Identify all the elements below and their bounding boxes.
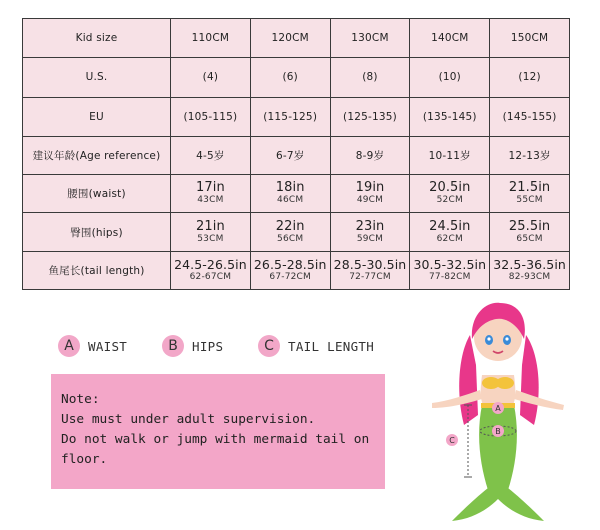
waist-cm: 55CM — [516, 195, 543, 206]
bikini-top — [496, 377, 514, 389]
age-cell: 10-11岁 — [410, 136, 490, 174]
size-150: 150CM — [490, 19, 570, 58]
hips-cell — [410, 213, 490, 251]
us-cell: (8) — [330, 58, 410, 97]
row-label-age: 建议年龄(Age reference) — [23, 136, 171, 174]
row-label-us: U.S. — [23, 58, 171, 97]
hips-cm: 62CM — [436, 233, 463, 244]
hips-cm: 65CM — [516, 233, 543, 244]
legend-label-waist: WAIST — [88, 338, 128, 354]
eye-highlight — [487, 337, 490, 340]
us-cell: (4) — [171, 58, 251, 97]
size-130: 130CM — [330, 19, 410, 58]
age-cell: 6-7岁 — [250, 136, 330, 174]
tail-icon — [479, 405, 517, 490]
waist-cell — [410, 175, 490, 213]
waist-in: 21.5in — [508, 180, 551, 196]
waist-in: 18in — [275, 180, 305, 196]
table-row-kid-size — [23, 19, 570, 58]
tail-in: 26.5-28.5in — [253, 256, 327, 272]
legend-circle-b: B — [162, 335, 184, 357]
note-line: Use must under adult supervision. — [61, 412, 316, 427]
tail-cm: 67-72CM — [269, 271, 311, 282]
tail-cell — [171, 251, 251, 289]
hips-in: 25.5in — [508, 218, 551, 234]
legend-item-tail-length — [258, 333, 374, 359]
hips-in: 21in — [196, 218, 225, 234]
tail-cm: 72-77CM — [349, 271, 391, 282]
legend-circle-c: C — [258, 335, 280, 357]
table-row-tail-length — [23, 251, 570, 289]
legend-label-tail-length: TAIL LENGTH — [288, 338, 375, 354]
waist-in: 20.5in — [429, 180, 471, 196]
waist-cell — [490, 175, 570, 213]
note-line: Do not walk or jump with mermaid tail on — [61, 432, 370, 447]
hips-in: 23in — [355, 218, 385, 234]
mermaid-illustration — [418, 295, 578, 525]
row-label-hips: 臀围(hips) — [23, 213, 171, 251]
row-label-eu: EU — [23, 97, 171, 136]
waist-cell — [250, 175, 330, 213]
eu-cell: (115-125) — [250, 97, 330, 136]
legend-circle-a: A — [58, 335, 80, 357]
eu-cell: (105-115) — [171, 97, 251, 136]
row-label-waist: 腰围(waist) — [23, 175, 171, 213]
table-row-eu — [23, 97, 570, 136]
hips-cell — [171, 213, 251, 251]
hips-cm: 53CM — [197, 233, 224, 244]
us-cell: (10) — [410, 58, 490, 97]
tail-cell — [250, 251, 330, 289]
size-110: 110CM — [171, 19, 251, 58]
hips-cell — [330, 213, 410, 251]
eu-cell: (125-135) — [330, 97, 410, 136]
tail-in: 30.5-32.5in — [413, 256, 487, 272]
waist-cm: 52CM — [436, 195, 463, 206]
waist-cell — [171, 175, 251, 213]
table-row-us — [23, 58, 570, 97]
tail-cm: 62-67CM — [189, 271, 232, 282]
eu-cell: (145-155) — [490, 97, 570, 136]
us-cell: (12) — [490, 58, 570, 97]
tail-cm: 82-93CM — [508, 271, 551, 282]
age-cell: 12-13岁 — [490, 136, 570, 174]
waist-cell — [330, 175, 410, 213]
eu-cell: (135-145) — [410, 97, 490, 136]
tail-in: 32.5-36.5in — [493, 256, 566, 272]
size-120: 120CM — [250, 19, 330, 58]
hips-cell — [490, 213, 570, 251]
tail-in: 24.5-26.5in — [174, 256, 247, 272]
tail-cell — [330, 251, 410, 289]
note-line: floor. — [61, 452, 108, 467]
size-140: 140CM — [410, 19, 490, 58]
age-cell: 8-9岁 — [330, 136, 410, 174]
waist-in: 17in — [196, 180, 225, 196]
table-row-age — [23, 136, 570, 174]
tail-cm: 77-82CM — [428, 271, 471, 282]
hips-cm: 59CM — [356, 233, 384, 244]
waist-cm: 49CM — [356, 195, 384, 206]
row-label-kid-size: Kid size — [23, 19, 171, 58]
us-cell: (6) — [250, 58, 330, 97]
legend-label-hips: HIPS — [192, 338, 224, 354]
waist-cm: 46CM — [277, 195, 304, 206]
hips-cm: 56CM — [277, 233, 304, 244]
table-row-hips — [23, 213, 570, 251]
row-label-tail-length: 鱼尾长(tail length) — [23, 251, 171, 289]
tail-cell — [410, 251, 490, 289]
tail-cell — [490, 251, 570, 289]
waist-cm: 43CM — [197, 195, 224, 206]
legend-item-hips — [162, 333, 223, 359]
hips-in: 22in — [275, 218, 305, 234]
note-title: Note: — [61, 392, 100, 407]
note-box — [51, 374, 385, 489]
age-cell: 4-5岁 — [171, 136, 251, 174]
hair-back — [459, 335, 478, 425]
waist-in: 19in — [355, 180, 385, 196]
marker-c-label: C — [449, 436, 455, 445]
size-chart-table — [22, 18, 570, 290]
hips-cell — [250, 213, 330, 251]
hair-back — [520, 335, 539, 425]
tail-fin-icon — [452, 488, 544, 521]
tail-in: 28.5-30.5in — [333, 256, 407, 272]
marker-b-label: B — [495, 427, 501, 436]
table-row-waist — [23, 175, 570, 213]
marker-a-label: A — [495, 404, 501, 413]
legend-item-waist — [58, 333, 127, 359]
eye-highlight — [505, 337, 508, 340]
hips-in: 24.5in — [429, 218, 471, 234]
